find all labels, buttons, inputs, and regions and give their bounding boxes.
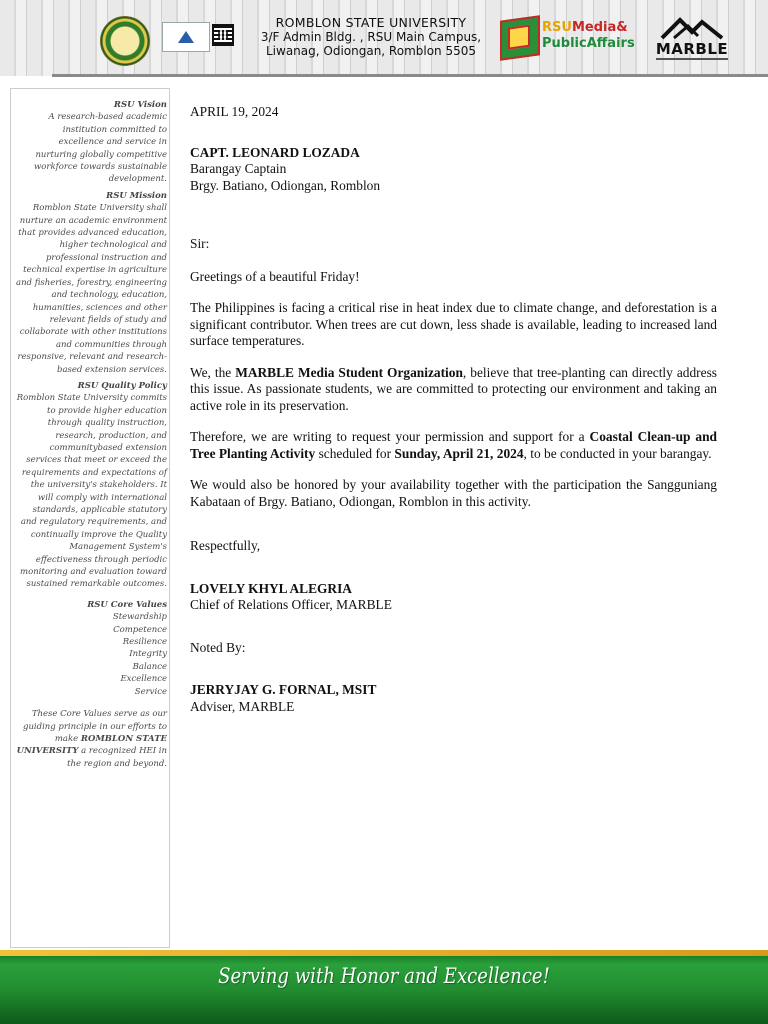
activity-date: Sunday, April 21, 2024 [394, 445, 524, 461]
marble-logo-underline [656, 58, 728, 60]
activity-name: Coastal Clean-up and Tree Planting Activity [190, 429, 717, 461]
mission-text: Romblon State University shall nurture an academic environment that provides advanced education, higher technological and professional instruction and technical expertise in agriculture and fisheries, forestry, engineering and technology, education, humanities, sciences and other relevant fields of study and collaborate with other institutions and communities through responsive, relevant and research-based extension services. [16, 203, 167, 375]
paragraph-2-end: , believe that tree-planting can directly address this issue. As passionate students, we are committed to protecting our environment and taking an active role in its preservation. [190, 364, 717, 413]
university-name: ROMBLON STATE UNIVERSITY [275, 15, 467, 30]
book-icon [500, 15, 540, 61]
paragraph-3-start: Therefore, we are writing to request your permission and support for a [190, 429, 590, 444]
letter-date: APRIL 19, 2024 [190, 104, 279, 119]
salutation: Sir: [190, 236, 210, 251]
media-logo-text [542, 20, 635, 52]
vision-text: A research-based academic institution committed to excellence and service in nurturing globally competitive workforce towards sustainable development. [33, 112, 167, 185]
letterhead [0, 0, 768, 76]
core-value: Competence [113, 624, 167, 635]
signer-2-title: Adviser, MARBLE [190, 698, 295, 714]
core-values-note [15, 708, 167, 770]
media-logo-media: Media& [571, 20, 628, 35]
certification-badge-icon [162, 22, 210, 52]
mountain-logo-icon [660, 16, 724, 40]
organization-name: MARBLE Media Student Organization [235, 364, 463, 380]
paragraph-2-start: We, the [190, 364, 236, 380]
core-values-list [15, 611, 167, 698]
greeting: Greetings of a beautiful Friday! [190, 268, 360, 284]
media-logo-public-affairs: PublicAffairs [542, 36, 635, 51]
signer-1-title: Chief of Relations Officer, MARBLE [190, 597, 392, 612]
closing: Respectfully, [190, 538, 261, 553]
signer-2-name: JERRYJAY G. FORNAL, MSIT [190, 682, 377, 697]
core-values-title: RSU Core Values [87, 599, 167, 610]
marble-logo [652, 16, 732, 60]
paragraph-3 [190, 429, 717, 462]
paragraph-1: The Philippines is facing a critical rise in heat index due to climate change, and deforestation is a significant contributor. When trees are cut down, less shade is available, leading to increased land surface temperatures. [190, 300, 717, 348]
rsu-media-logo [500, 16, 642, 60]
signer-1-name: LOVELY KHYL ALEGRIA [190, 580, 352, 596]
footer-gold-strip [0, 950, 768, 956]
university-seal-icon [100, 16, 150, 66]
media-logo-rsu: RSU [542, 20, 572, 35]
recipient-title: Barangay Captain [190, 161, 287, 176]
core-value: Excellence [120, 674, 167, 685]
vision-title: RSU Vision [113, 100, 167, 110]
recipient-address: Brgy. Batiano, Odiongan, Romblon [190, 177, 381, 193]
core-values-note-end: a recognized HEI in the region and beyond. [67, 746, 167, 769]
noted-by: Noted By: [190, 639, 246, 655]
paragraph-3-mid: scheduled for [315, 445, 395, 461]
paragraph-4: We would also be honored by your availability together with the participation the Sangguniang Kabataan of Brgy. Batiano, Odiongan, Romblon in this activity. [190, 477, 717, 509]
mission-title: RSU Mission [106, 190, 167, 201]
core-values-note-bold: ROMBLON STATE UNIVERSITY [16, 733, 167, 757]
address-line-2: Liwanag, Odiongan, Romblon 5505 [265, 44, 477, 58]
university-address-block [246, 16, 496, 58]
recipient-name: CAPT. LEONARD LOZADA [190, 144, 360, 160]
core-value: Stewardship [112, 612, 167, 623]
paragraph-2 [190, 365, 717, 415]
core-value: Service [134, 686, 167, 697]
core-value: Integrity [129, 649, 167, 660]
sidebar-institutional-statements [10, 88, 170, 948]
core-value: Balance [132, 661, 167, 672]
marble-logo-text: MARBLE [655, 40, 729, 58]
letter-body [190, 104, 717, 715]
footer-slogan: Serving with Honor and Excellence! [218, 964, 550, 988]
header-divider [52, 74, 768, 77]
quality-policy-text: Romblon State University commits to provide higher education through quality instruction, research, production, and communitybased extension services that meet or exceed the requirements and expectations of the university's stakeholders. It will comply with international standards, applicable statutory and regulatory requirements, and continually improve the Quality Management System's effectiveness through periodic monitoring and evaluation toward sustained remarkable outcomes. [16, 393, 167, 590]
certification-triangle-icon [178, 31, 194, 43]
core-value: Resilience [122, 637, 167, 648]
core-values-note-text: These Core Values serve as our guiding principle in our efforts to make [23, 709, 167, 744]
paragraph-3-end: , to be conducted in your barangay. [523, 445, 712, 461]
quality-policy-title: RSU Quality Policy [77, 380, 167, 391]
qr-code-icon [212, 24, 234, 46]
address-line-1: 3/F Admin Bldg. , RSU Main Campus, [260, 30, 482, 44]
